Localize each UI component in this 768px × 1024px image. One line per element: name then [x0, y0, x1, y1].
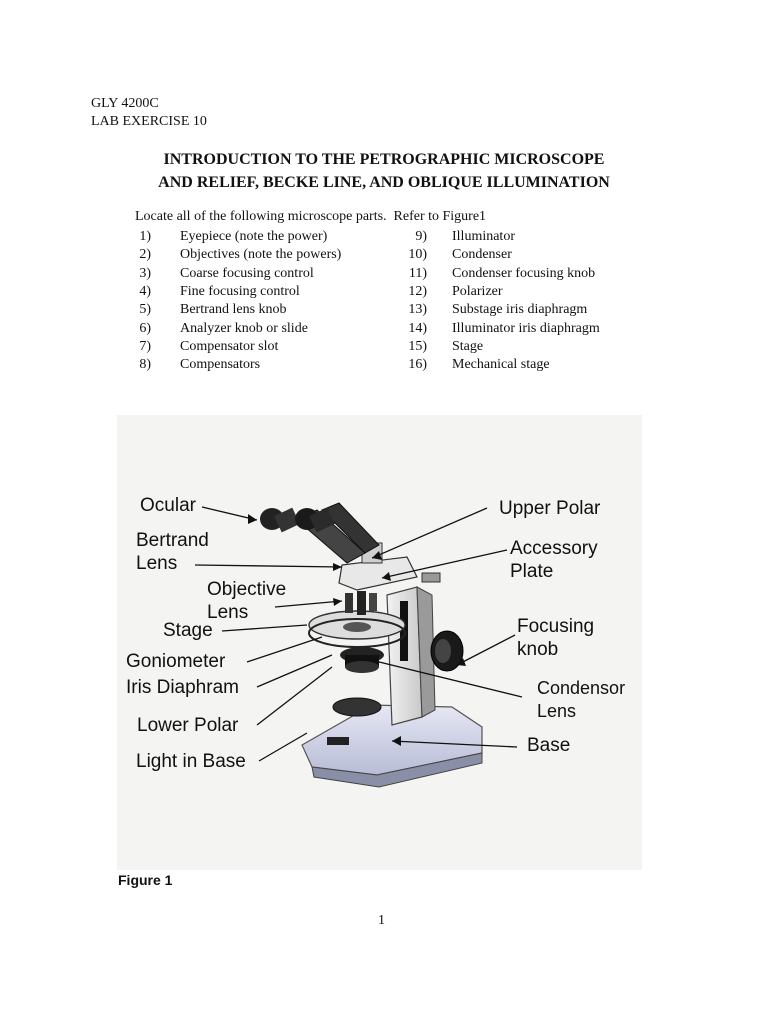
- part-number: 5): [139, 302, 151, 318]
- part-label: Eyepiece (note the power): [180, 229, 328, 244]
- part-number: 14): [408, 320, 427, 336]
- exercise-number: LAB EXERCISE 10: [91, 114, 207, 129]
- part-number: 15): [408, 338, 427, 354]
- part-number: 2): [139, 247, 151, 263]
- part-number: 1): [139, 229, 151, 244]
- part-number: 11): [408, 265, 427, 281]
- part-number: 6): [139, 320, 151, 336]
- part-number: 7): [139, 338, 151, 354]
- part-number: 4): [139, 283, 151, 299]
- title-line-2: AND RELIEF, BECKE LINE, AND OBLIQUE ILLUMINATION: [158, 174, 610, 191]
- title-line-1: INTRODUCTION TO THE PETROGRAPHIC MICROSCOPE: [163, 151, 605, 168]
- part-label: Polarizer: [452, 283, 503, 299]
- part-label: Bertrand lens knob: [180, 302, 287, 318]
- label-objective-lens: Objective Lens: [207, 579, 287, 623]
- label-accessory-plate: Accessory Plate: [510, 538, 598, 582]
- ocular-eyepieces: [260, 503, 379, 563]
- label-upper-polar: Upper Polar: [499, 498, 601, 519]
- part-number: 8): [139, 357, 151, 373]
- label-light-in-base: Light in Base: [136, 751, 246, 772]
- page-number: 1: [378, 913, 385, 928]
- part-number: 13): [408, 302, 427, 318]
- label-goniometer: Goniometer: [126, 651, 226, 672]
- part-label: Stage: [452, 338, 484, 354]
- label-lower-polar: Lower Polar: [137, 715, 239, 736]
- label-stage: Stage: [163, 620, 213, 641]
- course-code: GLY 4200C: [91, 96, 159, 111]
- microscope-arm: [387, 587, 435, 725]
- part-label: Condenser: [452, 247, 512, 263]
- part-number: 9): [415, 229, 427, 244]
- microscope-figure: [117, 415, 642, 870]
- figure-caption: Figure 1: [118, 872, 173, 888]
- part-number: 16): [408, 357, 427, 373]
- part-label: Illuminator: [452, 229, 515, 244]
- label-bertrand-lens: Bertrand Lens: [136, 530, 209, 574]
- part-label: Coarse focusing control: [180, 265, 314, 281]
- part-number: 3): [139, 265, 151, 281]
- part-label: Compensators: [180, 357, 261, 373]
- substage-assembly: [340, 647, 384, 673]
- part-label: Substage iris diaphragm: [452, 302, 588, 318]
- label-condensor-lens: Condensor Lens: [537, 678, 626, 721]
- part-label: Compensator slot: [180, 338, 279, 354]
- label-base: Base: [527, 735, 571, 756]
- part-label: Illuminator iris diaphragm: [452, 320, 600, 336]
- part-number: 10): [408, 247, 427, 263]
- part-label: Objectives (note the powers): [180, 247, 342, 263]
- part-label: Fine focusing control: [180, 283, 300, 299]
- part-label: Analyzer knob or slide: [180, 320, 308, 336]
- intro-text: Locate all of the following microscope parts. Refer to Figure1: [135, 209, 487, 224]
- part-label: Mechanical stage: [452, 357, 550, 373]
- label-iris-diaphram: Iris Diaphram: [126, 677, 239, 698]
- part-label: Condenser focusing knob: [452, 265, 596, 281]
- part-number: 12): [408, 283, 427, 299]
- label-ocular: Ocular: [140, 495, 196, 516]
- label-focusing-knob: Focusing knob: [517, 616, 595, 660]
